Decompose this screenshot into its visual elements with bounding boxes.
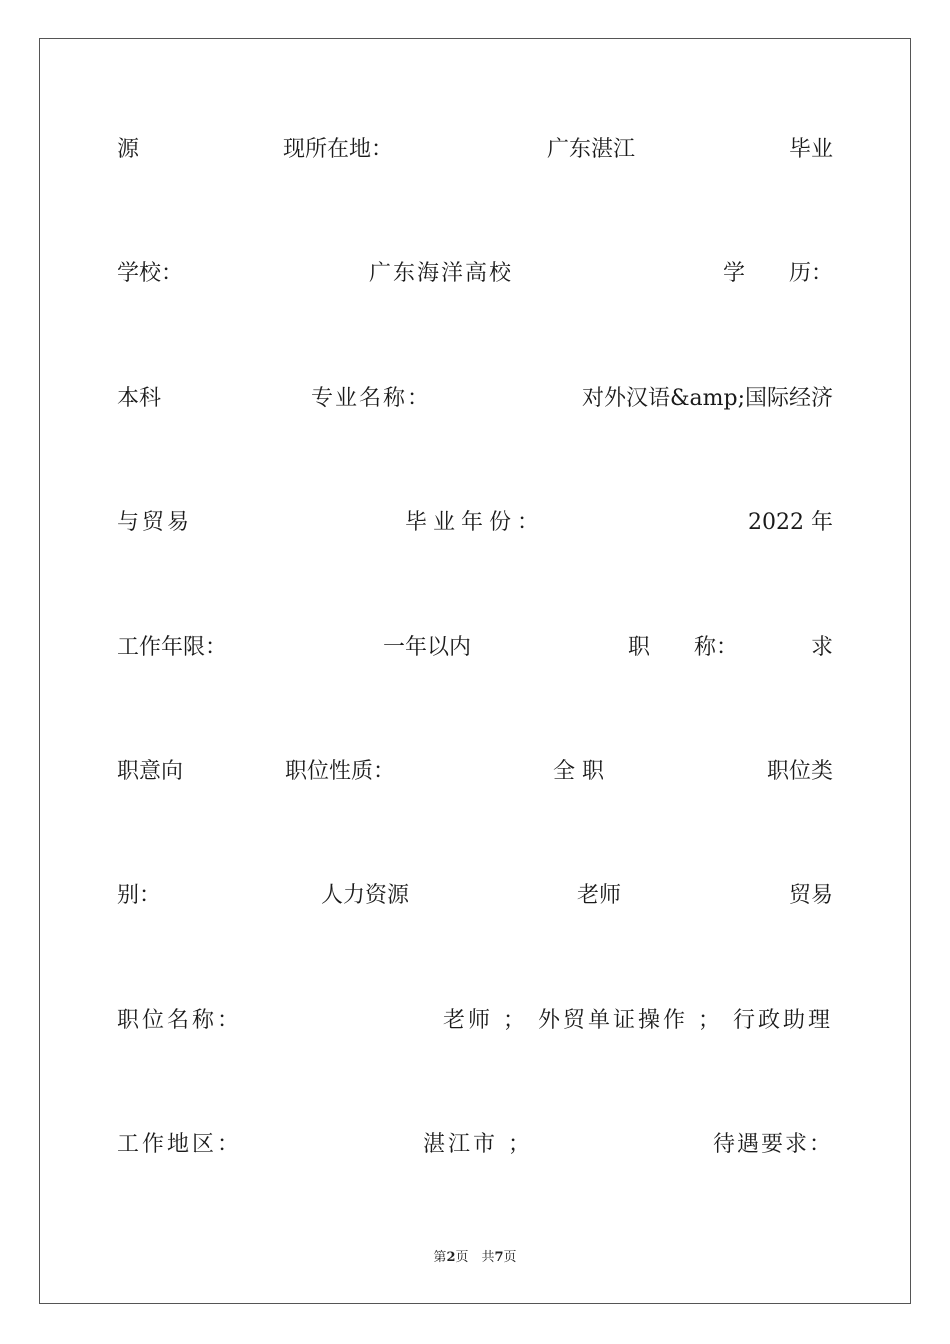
text-segment: 别： — [117, 883, 162, 909]
document-body — [117, 125, 833, 1245]
value-grad-year: 2022 年 — [748, 510, 833, 536]
text-line-9 — [117, 1120, 833, 1170]
text-line-6 — [117, 747, 833, 797]
label-work-years: 工作年限： — [117, 634, 228, 660]
value-current-location: 广东湛江 — [547, 137, 636, 162]
text-segment: 源 — [117, 137, 140, 162]
label-salary: 待遇要求： — [712, 1132, 833, 1158]
label-current-location: 现所在地： — [283, 137, 394, 162]
value-job-category-3: 贸易 — [788, 883, 833, 909]
footer-prefix: 第 — [433, 1250, 447, 1265]
label-grad-year: 毕业年份： — [405, 510, 546, 536]
text-line-3 — [117, 374, 833, 424]
value-job-category-1: 人力资源 — [321, 883, 410, 909]
text-line-2 — [117, 249, 833, 299]
label-degree: 学 历： — [722, 261, 833, 287]
value-job-category-2: 老师 — [577, 883, 622, 909]
value-job-nature: 全 职 — [553, 758, 604, 784]
value-major: 对外汉语&amp;国际经济 — [581, 385, 833, 411]
text-segment: 求 — [810, 634, 833, 660]
label-major: 专业名称： — [311, 385, 432, 411]
label-job-nature: 职位性质： — [285, 758, 396, 784]
footer-suffix: 页 — [503, 1250, 517, 1265]
text-line-4 — [117, 498, 833, 548]
value-school: 广东海洋高校 — [369, 261, 514, 287]
footer-page-number: 2 — [446, 1250, 456, 1265]
value-work-years: 一年以内 — [383, 634, 472, 660]
label-title: 职 称： — [628, 634, 739, 660]
footer-total-pages: 7 — [494, 1250, 504, 1265]
value-degree: 本科 — [117, 385, 162, 411]
text-line-8 — [117, 996, 833, 1046]
value-job-name: 老师 ； 外贸单证操作 ； 行政助理 — [443, 1007, 833, 1033]
text-segment: 职位类 — [766, 758, 833, 784]
text-line-1 — [117, 125, 833, 175]
text-line-7 — [117, 871, 833, 921]
text-segment: 毕业 — [788, 137, 833, 162]
value-major-cont: 与贸易 — [117, 510, 193, 536]
label-job-name: 职位名称： — [117, 1007, 243, 1033]
text-segment: 职意向 — [117, 758, 184, 784]
label-work-area: 工作地区： — [117, 1132, 243, 1158]
value-work-area: 湛江市 ； — [423, 1132, 533, 1158]
text-line-5 — [117, 623, 833, 673]
footer-mid: 页 共 — [455, 1250, 495, 1265]
label-school: 学校： — [117, 261, 184, 287]
page-footer — [0, 1246, 950, 1265]
